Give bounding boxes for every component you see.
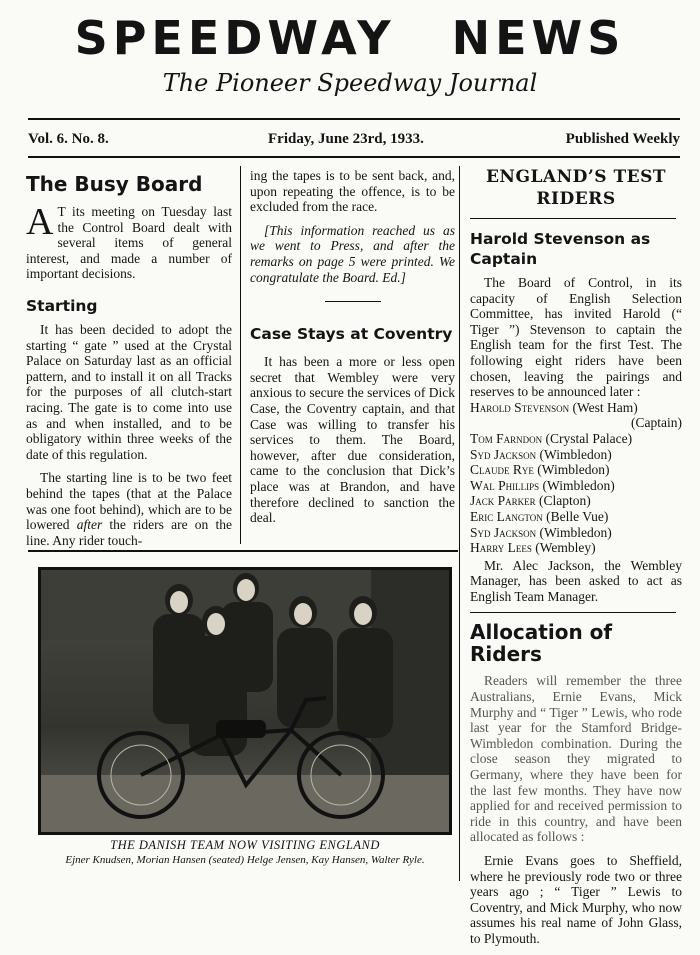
- starting-subhead: Starting: [26, 296, 98, 315]
- england-article: [470, 166, 682, 955]
- allocation-paragraph-2: Ernie Evans goes to Sheffield, where he previously rode two or three years ago ; “ Tiger ” Lewis to Coventry, and Mick Murphy, who now assumes his real name of John Glass, to Plymouth.: [470, 853, 682, 946]
- title-word-news: NEWS: [451, 11, 626, 65]
- england-rule: [470, 218, 676, 219]
- middle-column: [250, 168, 455, 534]
- editor-note: [This information reached us as we went to Press, and after the remarks on page 5 were printed. We congratulate the Board. Ed.]: [250, 222, 455, 285]
- masthead: [0, 12, 700, 98]
- list-item: Harry Lees (Wembley): [470, 540, 596, 556]
- info-bar-rule: [28, 156, 680, 158]
- team-manager-paragraph: Mr. Alec Jackson, the Wembley Manager, has been asked to act as English Team Manager.: [470, 557, 682, 604]
- captain-entry: Harold Stevenson (West Ham): [470, 399, 638, 415]
- busy-board-article: [26, 172, 232, 556]
- england-headline: ENGLAND’S TEST RIDERS: [485, 167, 667, 209]
- photo-top-rule: [28, 550, 458, 552]
- masthead-rule: [28, 118, 680, 120]
- list-item: Jack Parker (Clapton): [470, 493, 591, 509]
- list-item: Syd Jackson (Wimbledon): [470, 446, 612, 462]
- rider-list: [470, 431, 682, 556]
- busy-board-headline: The Busy Board: [26, 172, 203, 196]
- allocation-headline: Allocation of Riders: [470, 620, 613, 667]
- publication-frequency: Published Weekly: [565, 131, 680, 147]
- list-item: Tom Farndon (Crystal Palace): [470, 430, 633, 446]
- allocation-rule: [470, 612, 676, 613]
- photo-caption: THE DANISH TEAM NOW VISITING ENGLAND: [110, 838, 380, 852]
- newspaper-subtitle: The Pioneer Speedway Journal: [162, 69, 538, 97]
- list-item: Syd Jackson (Wimbledon): [470, 524, 612, 540]
- starting-paragraph-2: The starting line is to be two feet behind the tapes (that at the Palace was one foot behind), which are to be lowered after the riders are on the line. Any rider touch-: [26, 470, 232, 548]
- drop-cap: A: [26, 201, 54, 243]
- captain-subhead: Harold Stevenson as Captain: [470, 230, 651, 268]
- title-word-speedway: SPEEDWAY: [74, 11, 396, 65]
- volume: Vol. 6. No. 8.: [28, 131, 109, 147]
- list-item: Eric Langton (Belle Vue): [470, 508, 609, 524]
- england-intro: The Board of Control, in its capacity of English Selection Committee, has invited Harold (“ Tiger ”) Stevenson to captain the English team for the first Test. The following eight riders have been chosen, leaving the pairings and reserves to be announced later :: [470, 275, 682, 400]
- starting-paragraph-1: It has been decided to adopt the starting “ gate ” used at the Crystal Palace on Saturday last as an official pattern, and to install it on all Tracks for the purposes of all clutch-start racing. The gate is to come into use as and when installed, and to be obligatory within three weeks of the date of this regulation.: [26, 321, 232, 462]
- list-item: Wal Phillips (Wimbledon): [470, 477, 615, 493]
- newspaper-title: [0, 12, 700, 64]
- column-divider-2: [459, 166, 460, 881]
- photo-names: Ejner Knudsen, Morian Hansen (seated) Helge Jensen, Kay Hansen, Walter Ryle.: [65, 854, 425, 866]
- allocation-paragraph-1: Readers will remember the three Australians, Ernie Evans, Mick Murphy and “ Tiger ” Lewis, who rode last year for the Stamford Bridge-Wimbledon combination. During the close season they migrated to Germany, where they have been for the last few months. They have now applied for and received permission to ride in this country, and have been allocated as follows :: [470, 673, 682, 845]
- section-separator: [325, 301, 381, 302]
- captain-label: (Captain): [631, 415, 682, 431]
- danish-team-photo: [41, 570, 449, 832]
- starting-paragraph-continued: ing the tapes is to be sent back, and, upon repeating the offence, is to be excluded from the race.: [250, 168, 455, 215]
- issue-info-bar: [28, 131, 680, 151]
- list-item: Claude Rye (Wimbledon): [470, 462, 610, 478]
- issue-date: Friday, June 23rd, 1933.: [268, 131, 424, 147]
- team-photograph: [38, 567, 452, 835]
- coventry-headline: Case Stays at Coventry: [250, 325, 453, 344]
- busy-board-intro: A T its meeting on Tuesday last the Control Board dealt with several items of general interest, and made a number of important decisions.: [26, 201, 232, 282]
- column-divider-1: [240, 166, 241, 544]
- coventry-body: It has been a more or less open secret that Wembley were very anxious to secure the services of Dick Case, the Coventry captain, and that Case was willing to transfer his services to them. The Board, however, after due consideration, came to the conclusion that Dick’s place was at Brandon, and have therefore declined to sanction the deal.: [250, 354, 455, 526]
